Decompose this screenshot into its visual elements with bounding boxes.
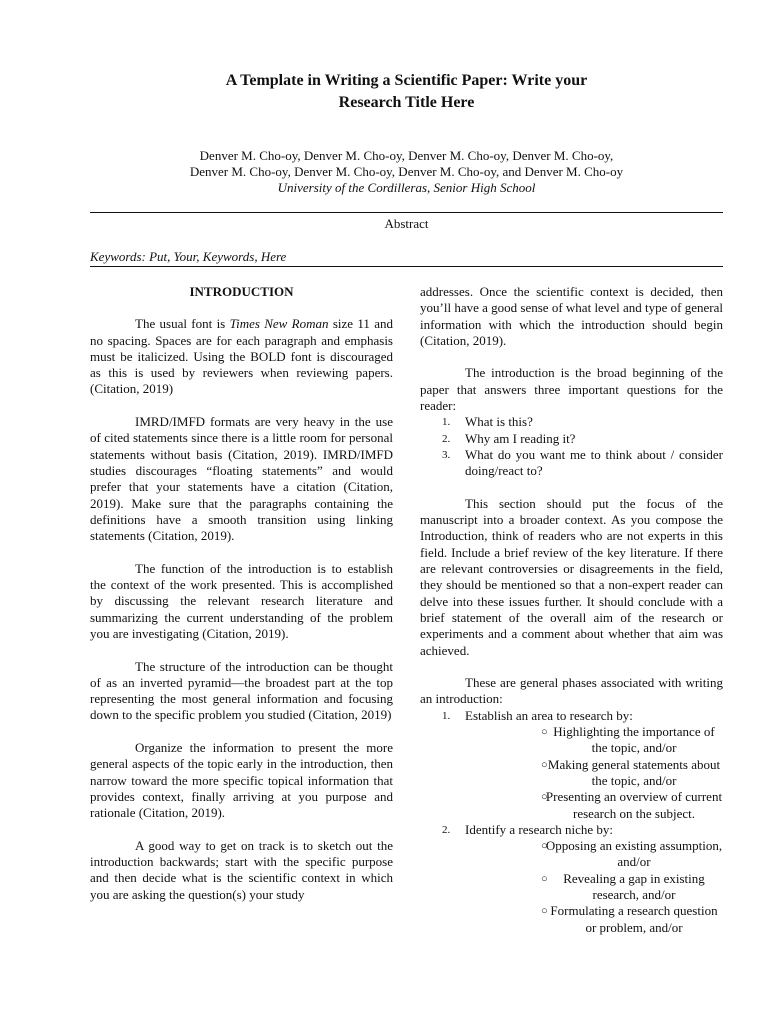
- phase-sub-list: [465, 724, 723, 822]
- paragraph-font-text-b: size 11 and no spacing. Spaces are for each paragraph and emphasis must be italicized. Using the BOLD font is discouraged as this is used by reviewers when reviewing papers. (Citation, 2019): [90, 316, 393, 397]
- phase-sub-item: [465, 838, 723, 871]
- question-text: What do you want me to think about / consider doing/react to?: [465, 446, 723, 479]
- phase-sub-text: Presenting an overview of current research on the subject.: [545, 789, 723, 821]
- paragraph-imrd: IMRD/IMFD formats are very heavy in the use of cited statements since there is a little room for personal statements without basis (Citation, 2019). IMRD/IMFD studies discourages “floating statements” and would prefer that your statements have a citation (Citation, 2019). Make sure that the paragraphs containing the definitions have a smooth transition using linking statements (Citation, 2019).: [90, 414, 393, 544]
- phase-sub-item: [465, 757, 723, 790]
- phase-item: [420, 708, 723, 822]
- authors-line-2: Denver M. Cho-oy, Denver M. Cho-oy, Denver M. Cho-oy, and Denver M. Cho-oy: [189, 164, 624, 179]
- question-item: [420, 431, 723, 447]
- phase-text: Establish an area to research by:: [465, 707, 633, 723]
- question-text: Why am I reading it?: [465, 430, 576, 446]
- section-heading: INTRODUCTION: [189, 284, 294, 299]
- phase-number: 2.: [442, 823, 451, 836]
- paragraph-organize: Organize the information to present the more general aspects of the topic early in the introduction, then narrow toward the more specific topical information that provides context, finally arriving at you purpose and rationale (Citation, 2019).: [90, 740, 393, 821]
- phase-sub-text: Making general statements about the topic, and/or: [547, 756, 721, 788]
- authors-line-1: Denver M. Cho-oy, Denver M. Cho-oy, Denver M. Cho-oy, Denver M. Cho-oy,: [199, 148, 614, 163]
- question-item: [420, 414, 723, 430]
- font-name-emphasis: Times New Roman: [229, 316, 329, 332]
- paragraph-structure: The structure of the introduction can be thought of as an inverted pyramid—the broadest part at the top representing the most general information and focusing down to the specific problem you studied (Citation, 2019): [90, 658, 393, 723]
- abstract-label: Abstract: [384, 216, 429, 231]
- hollow-bullet-icon: ○: [541, 791, 548, 804]
- right-column: [420, 284, 723, 936]
- phase-item: [420, 822, 723, 936]
- question-text: What is this?: [465, 414, 533, 430]
- keywords-bottom-rule: [90, 266, 723, 267]
- abstract-top-rule: [90, 212, 723, 213]
- hollow-bullet-icon: ○: [541, 905, 548, 918]
- phase-sub-text: Opposing an existing assumption, and/or: [545, 838, 723, 870]
- question-number: 1.: [442, 416, 451, 429]
- paragraph-phases-intro: These are general phases associated with writing an introduction:: [420, 675, 723, 707]
- paper-title: [90, 70, 723, 114]
- keywords-line: Keywords: Put, Your, Keywords, Here: [90, 249, 287, 264]
- phase-sub-text: Revealing a gap in existing research, and/or: [563, 870, 705, 902]
- title-line-2: Research Title Here: [338, 94, 475, 111]
- hollow-bullet-icon: ○: [541, 840, 548, 853]
- paragraph-focus: This section should put the focus of the manuscript into a broader context. As you compose the Introduction, think of readers who are not experts in this field. Include a brief review of the key literature. If there are relevant controversies or disagreements in the field, they should be mentioned so that a non-expert reader can delve into these issues further. It should conclude with a brief statement of the overall aim of the research or experiments and a comment about whether that aim was achieved.: [420, 495, 723, 658]
- left-column: [90, 284, 393, 919]
- phases-list: [420, 708, 723, 936]
- questions-list: [420, 414, 723, 479]
- paragraph-continued: addresses. Once the scientific context is decided, then you’ll have a good sense of what level and type of general information with which the introduction should begin (Citation, 2019).: [420, 284, 723, 348]
- phase-number: 1.: [442, 709, 451, 722]
- hollow-bullet-icon: ○: [541, 726, 548, 739]
- phase-sub-item: [465, 903, 723, 936]
- title-line-1: A Template in Writing a Scientific Paper: Write your: [225, 72, 588, 89]
- phase-sub-list: [465, 838, 723, 936]
- paragraph-backwards: A good way to get on track is to sketch out the introduction backwards; start with the specific purpose and then decide what is the scientific context in which you are asking the question(s) your study: [90, 837, 393, 902]
- phase-sub-item: [465, 871, 723, 904]
- hollow-bullet-icon: ○: [541, 872, 548, 885]
- paragraph-questions-intro: The introduction is the broad beginning of the paper that answers three important questions for the reader:: [420, 365, 723, 414]
- paragraph-font-text-a: The usual font is: [135, 316, 230, 332]
- phase-text: Identify a research niche by:: [465, 821, 613, 837]
- paragraph-function: The function of the introduction is to establish the context of the work presented. This is accomplished by discussing the relevant research literature and summarizing the current understanding of the problem you are investigating (Citation, 2019).: [90, 560, 393, 641]
- phase-sub-text: Formulating a research question or problem, and/or: [550, 903, 718, 935]
- hollow-bullet-icon: ○: [541, 758, 548, 771]
- question-item: [420, 447, 723, 480]
- author-block: [90, 148, 723, 196]
- phase-sub-item: [465, 789, 723, 822]
- affiliation: University of the Cordilleras, Senior High School: [277, 180, 536, 195]
- question-number: 2.: [442, 432, 451, 445]
- phase-sub-text: Highlighting the importance of the topic, and/or: [553, 724, 715, 756]
- question-number: 3.: [442, 448, 451, 461]
- paragraph-font: [90, 316, 393, 397]
- phase-sub-item: [465, 724, 723, 757]
